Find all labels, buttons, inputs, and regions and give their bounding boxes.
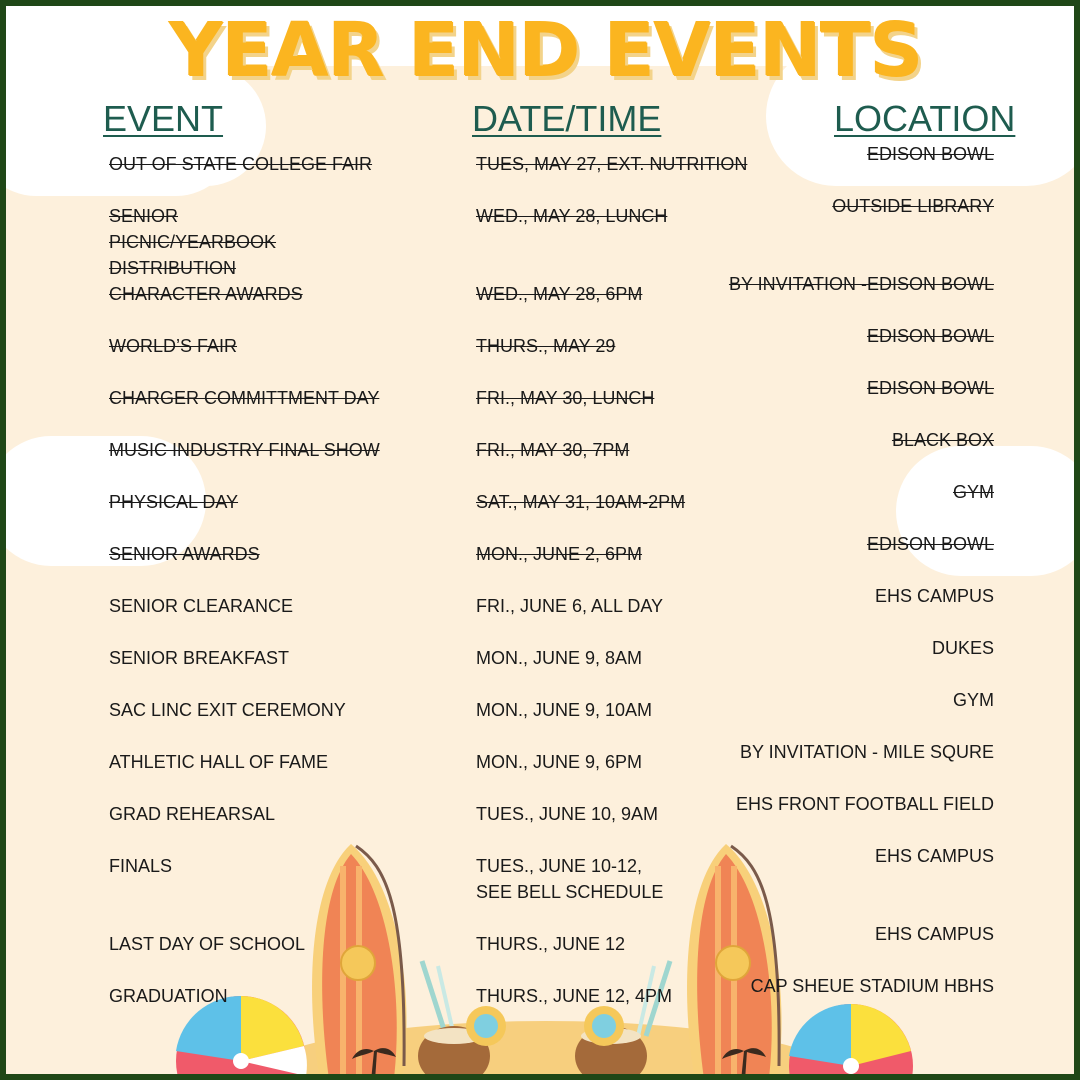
event-location: BY INVITATION - MILE SQURE xyxy=(739,742,994,762)
event-name: SENIOR PICNIC/YEARBOOK DISTRIBUTION xyxy=(109,206,277,278)
event-datetime: THURS., MAY 29 xyxy=(476,336,616,356)
event-location: EHS CAMPUS xyxy=(874,924,994,944)
event-name: ATHLETIC HALL OF FAME xyxy=(109,752,329,772)
event-name: LAST DAY OF SCHOOL xyxy=(109,934,306,954)
event-datetime: WED., MAY 28, LUNCH xyxy=(476,206,668,226)
event-datetime: FRI., MAY 30, LUNCH xyxy=(476,388,655,408)
event-datetime: TUES., JUNE 10, 9AM xyxy=(476,804,659,824)
event-datetime: MON., JUNE 9, 8AM xyxy=(476,648,643,668)
event-datetime: THURS., JUNE 12, 4PM xyxy=(476,986,673,1006)
event-name: OUT OF STATE COLLEGE FAIR xyxy=(109,154,373,174)
event-location: EHS CAMPUS xyxy=(874,846,994,866)
event-location: EDISON BOWL xyxy=(866,378,994,398)
header-datetime: DATE/TIME xyxy=(472,98,662,139)
header-event: EVENT xyxy=(103,98,224,139)
event-datetime: FRI., JUNE 6, ALL DAY xyxy=(476,596,664,616)
event-location: EHS FRONT FOOTBALL FIELD xyxy=(735,794,994,814)
event-datetime: WED., MAY 28, 6PM xyxy=(476,284,643,304)
event-name: SENIOR AWARDS xyxy=(109,544,260,564)
event-name: CHARACTER AWARDS xyxy=(109,284,303,304)
event-name: MUSIC INDUSTRY FINAL SHOW xyxy=(109,440,380,460)
event-location: OUTSIDE LIBRARY xyxy=(832,196,994,216)
event-datetime: MON., JUNE 9, 6PM xyxy=(476,752,643,772)
event-name: CHARGER COMMITTMENT DAY xyxy=(109,388,380,408)
event-location: GYM xyxy=(952,482,994,502)
event-location: DUKES xyxy=(931,638,994,658)
event-name: GRADUATION xyxy=(109,986,228,1006)
surfboard-left-icon xyxy=(312,844,407,1080)
event-name: WORLD’S FAIR xyxy=(109,336,238,356)
event-location: CAP SHEUE STADIUM HBHS xyxy=(750,976,994,996)
event-name: SENIOR CLEARANCE xyxy=(109,596,294,616)
event-datetime: FRI., MAY 30, 7PM xyxy=(476,440,630,460)
event-name: SAC LINC EXIT CEREMONY xyxy=(109,700,346,720)
event-location: EDISON BOWL xyxy=(866,534,994,554)
header-location: LOCATION xyxy=(834,98,1016,139)
page-title: YEAR END EVENTS xyxy=(169,8,923,94)
event-datetime: THURS., JUNE 12 xyxy=(476,934,626,954)
event-location: EHS CAMPUS xyxy=(874,586,994,606)
event-datetime: MON., JUNE 9, 10AM xyxy=(476,700,653,720)
event-datetime: SAT., MAY 31, 10AM-2PM xyxy=(476,492,686,512)
event-name: PHYSICAL DAY xyxy=(109,492,239,512)
event-datetime: MON., JUNE 2, 6PM xyxy=(476,544,643,564)
beach-ball-right-icon xyxy=(789,1004,913,1080)
event-name: SENIOR BREAKFAST xyxy=(109,648,290,668)
event-name: GRAD REHEARSAL xyxy=(109,804,276,824)
event-name: FINALS xyxy=(109,856,173,876)
event-location: EDISON BOWL xyxy=(866,326,994,346)
event-datetime: TUES, MAY 27, EXT. NUTRITION xyxy=(476,154,748,174)
event-datetime: TUES., JUNE 10-12, SEE BELL SCHEDULE xyxy=(476,856,664,902)
event-location: GYM xyxy=(952,690,994,710)
event-location: BY INVITATION -EDISON BOWL xyxy=(728,274,994,294)
event-location: BLACK BOX xyxy=(891,430,994,450)
event-location: EDISON BOWL xyxy=(866,144,994,164)
